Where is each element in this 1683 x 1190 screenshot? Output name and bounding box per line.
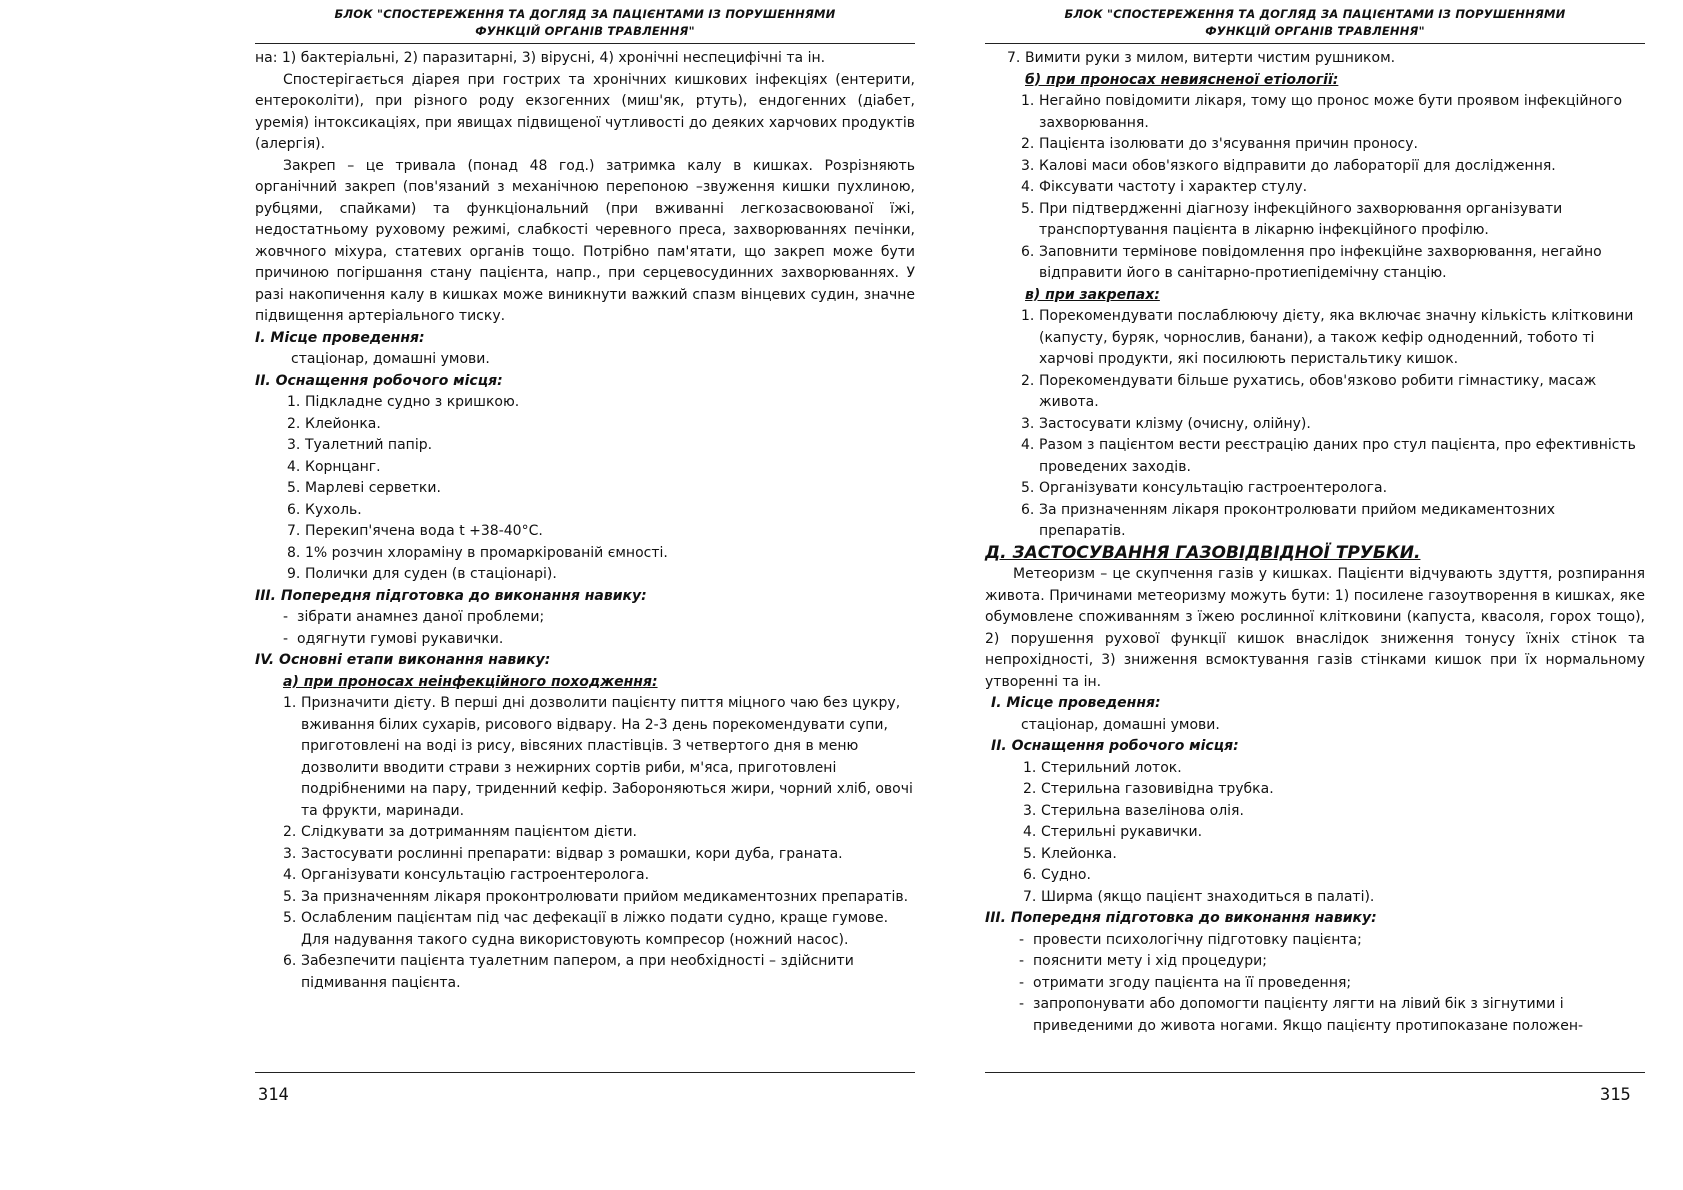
footer-rule — [255, 1072, 915, 1073]
section-heading: І. Місце проведення: — [991, 695, 1161, 711]
running-header — [985, 0, 1645, 40]
page-number: 314 — [258, 1085, 289, 1105]
subsection-heading: в) при закрепах: — [1025, 286, 1160, 303]
list-item: 2. Стерильна газовивідна трубка. — [1023, 781, 1274, 797]
header-line-2: ФУНКЦІЙ ОРГАНІВ ТРАВЛЕННЯ" — [475, 24, 695, 38]
list-item: - одягнути гумові рукавички. — [283, 630, 504, 647]
page-number: 315 — [1600, 1085, 1631, 1105]
list-item: 1. Підкладне судно з кришкою. — [287, 394, 520, 410]
left-page — [255, 0, 915, 994]
list-item: 2. Порекомендувати більше рухатись, обов'язково робити гімнастику, масаж живота. — [1021, 372, 1597, 410]
list-item: 6. Кухоль. — [287, 501, 362, 518]
list-item: - запропонувати або допомогти пацієнту лягти на лівий бік з зігнутими і приведеними до живота ногами. Якщо пацієнту протипоказане положен- — [1019, 996, 1584, 1034]
list-item: 1. Негайно повідомити лікаря, тому що пронос може бути проявом інфекційного захворювання. — [1021, 93, 1623, 131]
list-item: 5. За призначенням лікаря проконтролювати прийом медикаментозних препаратів. — [283, 888, 909, 905]
section-heading: ІІІ. Попередня підготовка до виконання навику: — [255, 587, 647, 604]
list-item: 3. Калові маси обов'язкого відправити до лабораторії для дослідження. — [1021, 157, 1556, 174]
steps-list — [985, 306, 1645, 543]
list-item: 2. Пацієнта ізолювати до з'ясування причин проносу. — [1021, 136, 1418, 152]
list-item: 5. Марлеві серветки. — [287, 480, 441, 496]
section-heading: ІІ. Оснащення робочого місця: — [991, 738, 1239, 754]
header-line-1: БЛОК "СПОСТЕРЕЖЕННЯ ТА ДОГЛЯД ЗА ПАЦІЄНТАМИ ІЗ ПОРУШЕННЯМИ — [334, 7, 836, 21]
list-item: 4. Стерильні рукавички. — [1023, 824, 1203, 840]
section-heading: IV. Основні етапи виконання навику: — [255, 652, 551, 668]
list-item: 2. Клейонка. — [287, 415, 381, 432]
list-item: 5. Клейонка. — [1023, 845, 1117, 862]
preparation-list — [985, 930, 1645, 1038]
preparation-list — [255, 607, 915, 650]
page-body — [985, 48, 1645, 1037]
list-item: 6. Судно. — [1023, 867, 1091, 883]
steps-list — [255, 693, 915, 994]
list-item: 6. Заповнити термінове повідомлення про інфекційне захворювання, негайно відправити його в санітарно-протиепідемічну станцію. — [1021, 243, 1602, 281]
steps-list — [985, 91, 1645, 285]
list-item: 4. Фіксувати частоту і характер стулу. — [1021, 179, 1308, 195]
list-item: 3. Застосувати рослинні препарати: відвар з ромашки, кори дуба, граната. — [283, 845, 843, 862]
list-item: - пояснити мету і хід процедури; — [1019, 953, 1267, 969]
list-item: - провести психологічну підготовку пацієнта; — [1019, 931, 1362, 948]
list-item: 7. Ширма (якщо пацієнт знаходиться в палаті). — [1023, 888, 1375, 905]
header-line-1: БЛОК "СПОСТЕРЕЖЕННЯ ТА ДОГЛЯД ЗА ПАЦІЄНТАМИ ІЗ ПОРУШЕННЯМИ — [1064, 7, 1566, 21]
equipment-list — [255, 392, 915, 586]
running-header — [255, 0, 915, 40]
list-item: 1. Призначити дієту. В перші дні дозволити пацієнту пиття міцного чаю без цукру, вживання білих сухарів, рисового відвару. На 2-3 день порекомендувати супи, приготовлені на воді із рису, вівсяних пластівців. З четвертого дня в меню дозволити вводити страви з нежирних сортів риби, м'яса, приготовлені подрібненими на пару, триденний кефір. Забороняються жири, чорний хліб, овочі та фрукти, маринади. — [283, 695, 913, 819]
list-item: - зібрати анамнез даної проблеми; — [283, 609, 545, 625]
right-page — [985, 0, 1645, 1037]
header-rule — [255, 43, 915, 44]
list-item: 5. Організувати консультацію гастроентеролога. — [1021, 480, 1388, 496]
list-item: 3. Туалетний папір. — [287, 437, 433, 453]
section-text: стаціонар, домашні умови. — [291, 351, 490, 367]
subsection-heading: б) при проносах невиясненої етіології: — [1025, 71, 1339, 88]
list-item: 4. Разом з пацієнтом вести реєстрацію даних про стул пацієнта, про ефективність проведених заходів. — [1021, 437, 1636, 475]
chapter-heading: Д. ЗАСТОСУВАННЯ ГАЗОВІДВІДНОЇ ТРУБКИ. — [985, 542, 1421, 563]
list-item: 7. Вимити руки з милом, витерти чистим рушником. — [1007, 50, 1396, 66]
list-item: 2. Слідкувати за дотриманням пацієнтом дієти. — [283, 824, 637, 840]
steps-list — [985, 48, 1645, 70]
header-rule — [985, 43, 1645, 44]
list-item: 3. Застосувати клізму (очисну, олійну). — [1021, 415, 1311, 432]
list-item: 4. Організувати консультацію гастроентеролога. — [283, 867, 650, 883]
paragraph: Спостерігається діарея при гострих та хронічних кишкових інфекціях (ентерити, ентероколіти), при різного роду екзогенних (миш'як, ртуть), ендогенних (діабет, уремія) інтоксикаціях, при явищах підвищеної чутливості до деяких харчових продуктів (алергія). — [255, 71, 915, 152]
footer-rule — [985, 1072, 1645, 1073]
list-item: 4. Корнцанг. — [287, 458, 381, 475]
list-item: 9. Полички для суден (в стаціонарі). — [287, 566, 557, 582]
list-item: 6. За призначенням лікаря проконтролювати прийом медикаментозних препаратів. — [1021, 501, 1556, 539]
list-item: 5. Ослабленим пацієнтам під час дефекації в ліжко подати судно, краще гумове. Для надування такого судна використовують компресор (ножний насос). — [283, 910, 889, 948]
paragraph: Метеоризм – це скупчення газів у кишках. Пацієнти відчувають здуття, розпирання живота. Причинами метеоризму можуть бути: 1) посилене газоутворення в кишках, яке обумовлене споживанням з їжею рослинної клітковини (капуста, квасоля, горох тощо), 2) порушення рухової функції кишок внаслідок зниження тонусу їхніх стінок та непрохідності, 3) зниження всмоктування газів стінками кишок при їх нормальному утворенні та ін. — [985, 566, 1645, 690]
section-heading: І. Місце проведення: — [255, 329, 425, 346]
section-text: стаціонар, домашні умови. — [1021, 716, 1220, 733]
paragraph: на: 1) бактеріальні, 2) паразитарні, 3) вірусні, 4) хронічні неспецифічні та ін. — [255, 50, 826, 66]
list-item: 6. Забезпечити пацієнта туалетним папером, а при необхідності – здійснити підмивання пацієнта. — [283, 953, 854, 991]
list-item: 1. Порекомендувати послаблюючу дієту, яка включає значну кількість клітковини (капусту, буряк, чорнослив, банани), а також кефір одноденний, тобото ті харчові продукти, які посилюють перистальтику кишок. — [1021, 308, 1634, 367]
page-body — [255, 48, 915, 994]
list-item: 8. 1% розчин хлораміну в промаркірованій ємності. — [287, 544, 668, 561]
list-item: - отримати згоду пацієнта на її проведення; — [1019, 974, 1352, 991]
paragraph: Закреп – це тривала (понад 48 год.) затримка калу в кишках. Розрізняють органічний закреп (пов'язаний з механічною перепоною –звуження кишки пухлиною, рубцями, спайками) та функціональний (при вживанні легкозасвоюваної їжі, недостатньому руховому режимі, слабкості черевного преса, захворюваннях печінки, жовчного міхура, статевих органів тощо. Потрібно пам'ятати, що закреп може бути причиною погіршання стану пацієнта, напр., при серцевосудинних захворюваннях. У разі накопичення калу в кишках може виникнути важкий спазм вінцевих судин, значне підвищення артеріального тиску. — [255, 157, 915, 324]
list-item: 7. Перекип'ячена вода t +38-40°С. — [287, 523, 543, 539]
section-heading: ІІ. Оснащення робочого місця: — [255, 372, 503, 389]
equipment-list — [985, 758, 1645, 909]
list-item: 3. Стерильна вазелінова олія. — [1023, 802, 1244, 819]
list-item: 5. При підтвердженні діагнозу інфекційного захворювання організувати транспортування пацієнта в лікарню інфекційного профілю. — [1021, 200, 1563, 238]
list-item: 1. Стерильний лоток. — [1023, 759, 1182, 776]
section-heading: ІІІ. Попередня підготовка до виконання навику: — [985, 910, 1377, 926]
header-line-2: ФУНКЦІЙ ОРГАНІВ ТРАВЛЕННЯ" — [1205, 24, 1425, 38]
subsection-heading: а) при проносах неінфекційного походження: — [283, 673, 658, 690]
